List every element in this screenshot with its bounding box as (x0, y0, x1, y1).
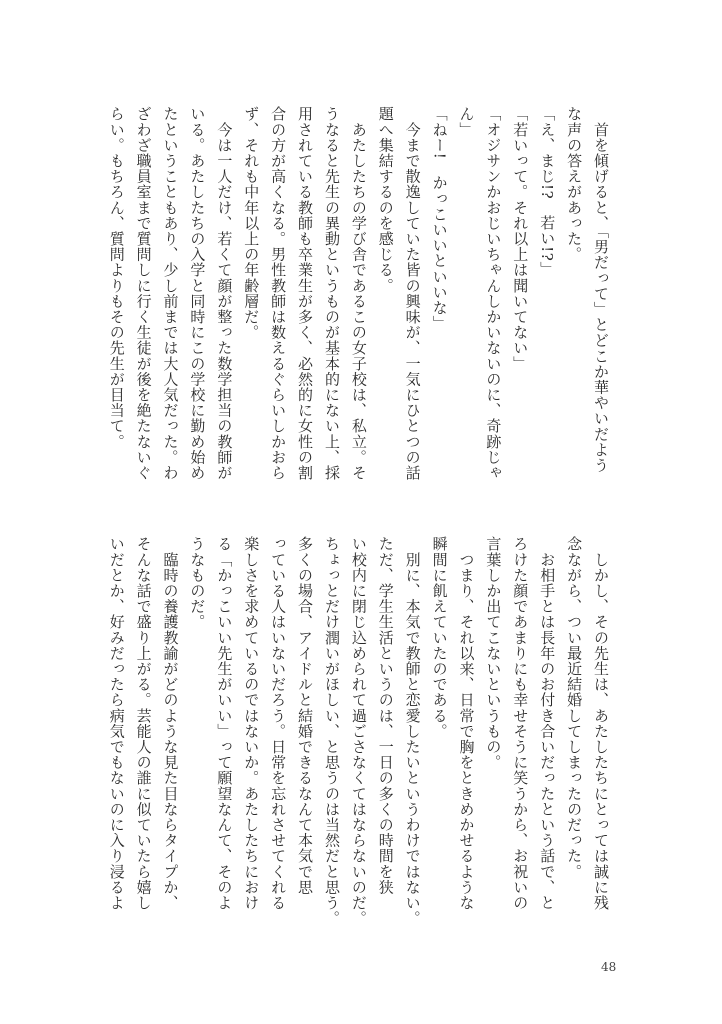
text-column: ん」 (457, 106, 476, 138)
text-column: 「ねー! かっこいいといいな」 (430, 106, 449, 332)
text-column: そんな話で盛り上がる。芸能人の誰に似ていたら嬉し (134, 536, 153, 911)
text-column: らい。もちろん、質問よりもその先生が目当て。 (107, 106, 126, 450)
text-column: な声の答えがあった。 (565, 106, 584, 262)
text-column: 楽しさを求めているのではないか。あたしたちにおけ (242, 536, 261, 911)
text-column: ただ、学生生活というのは、一日の多くの時間を狭 (376, 536, 395, 895)
text-column: っている人はいないだろう。日常を忘れさせてくれる (269, 536, 288, 911)
text-column: 合の方が高くなる。男性教師は数えるぐらいしかおら (269, 106, 288, 481)
text-column: あたしたちの学び舎であるこの女子校は、私立。そ (349, 106, 368, 481)
text-column: 用されている教師も卒業生が多く、必然的に女性の割 (296, 106, 315, 481)
text-column: 別に、本気で教師と恋愛したいというわけではない。 (403, 536, 422, 926)
text-column: たということもあり、少し前までは大人気だった。わ (161, 106, 180, 481)
text-column: 今は一人だけ、若くて顔が整った数学担当の教師が (215, 106, 234, 481)
text-column: 多くの場合、アイドルと結婚できるなんて本気で思 (296, 536, 315, 895)
text-column: ちょっとだけ潤いがほしい、と思うのは当然だと思う。 (322, 536, 341, 926)
text-column: る「かっこいい先生がいい」って願望なんて、そのよ (215, 536, 234, 911)
text-column: 臨時の養護教諭がどのような見た目ならタイプか、 (161, 536, 180, 911)
text-column: うなものだ。 (188, 536, 207, 630)
text-column: ろけた顔であまりにも幸せそうに笑うから、お祝いの (511, 536, 530, 911)
text-column: 題へ集結するのを感じる。 (376, 106, 395, 294)
text-column: しかし、その先生は、あたしたちにとっては誠に残 (592, 536, 610, 911)
text-column: 「オジサンかおじいちゃんしかいないのに、奇跡じゃ (484, 106, 503, 481)
text-column: 今まで散逸していた皆の興味が、一気にひとつの話 (403, 106, 422, 481)
text-column: いる。あたしたちの入学と同時にこの学校に勤め始め (188, 106, 207, 481)
text-column: うなると先生の異動というものが基本的にない上、採 (322, 106, 341, 481)
text-column: 「え、まじ!? 若い!?」 (538, 106, 557, 277)
text-block-top (102, 106, 614, 496)
text-column: お相手とは長年のお付き合いだったという話で、と (538, 536, 557, 911)
text-column: 「若いって。それ以上は聞いてない」 (511, 106, 530, 372)
page-number: 48 (601, 960, 617, 974)
text-column: つまり、それ以来、日常で胸をときめかせるような (457, 536, 476, 911)
text-column: 瞬間に飢えていたのである。 (430, 536, 449, 739)
text-column: 首を傾げると、「男だって」とどこか華やいだよう (592, 106, 610, 473)
text-column: 念ながら、つい最近結婚してしまったのだった。 (565, 536, 584, 880)
text-column: い校内に閉じ込められて過ごさなくてはならないのだ。 (349, 536, 368, 926)
text-block-bottom (102, 536, 614, 936)
text-column: 言葉しか出てこないというもの。 (484, 536, 503, 770)
text-column: いだとか、好みだったら病気でもないのに入り浸るよ (107, 536, 126, 911)
text-column: ず、それも中年以上の年齢層だ。 (242, 106, 261, 340)
text-column: ざわざ職員室まで質問しに行く生徒が後を絶たないぐ (134, 106, 153, 481)
